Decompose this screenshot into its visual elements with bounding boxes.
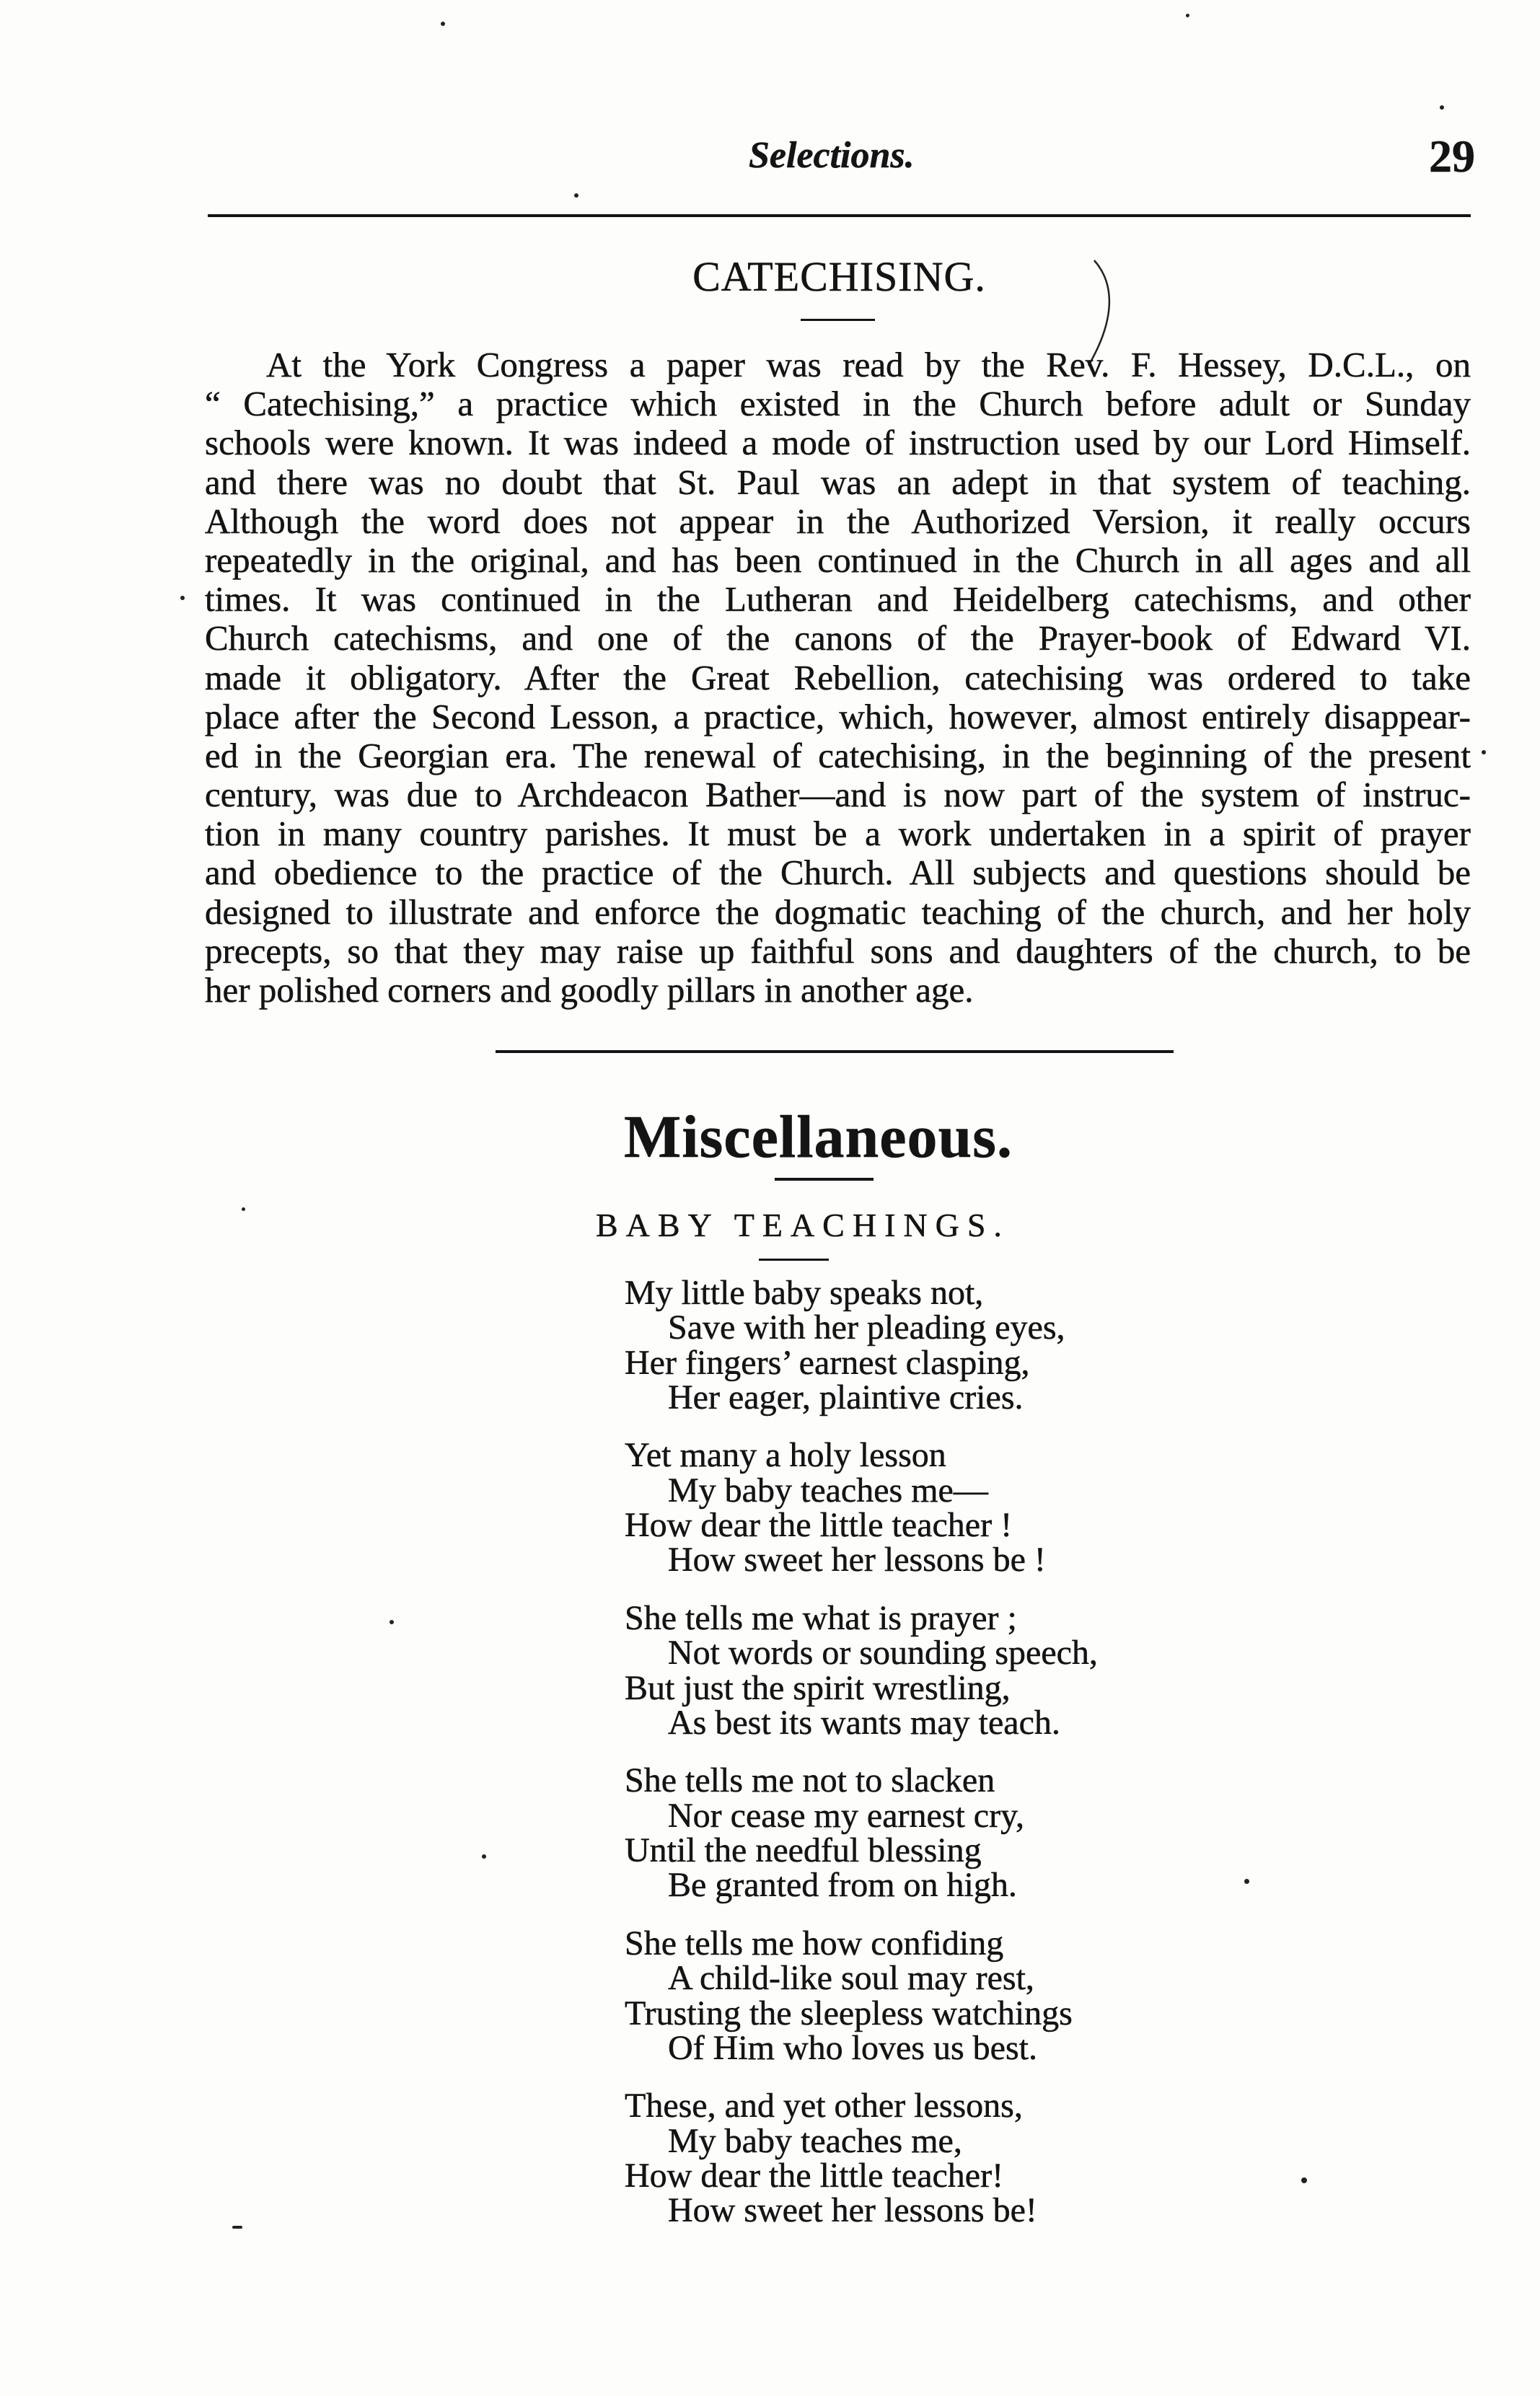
paragraph-line: made it obligatory. After the Great Rebellion, catechising was ordered to take xyxy=(205,657,1471,697)
poem-line: Until the needful blessing xyxy=(625,1831,982,1870)
section-heading: Miscellaneous. xyxy=(624,1104,1013,1171)
poem-line: How sweet her lessons be! xyxy=(668,2191,1037,2230)
heading-underline xyxy=(775,1178,874,1181)
paragraph-line: tion in many country parishes. It must be a work undertaken in a spirit of prayer xyxy=(205,814,1471,854)
scan-speck xyxy=(180,596,185,600)
poem-line: My baby teaches me, xyxy=(668,2121,962,2160)
poem-stanza xyxy=(625,1763,1098,1903)
poem-line: Nor cease my earnest cry, xyxy=(668,1796,1024,1835)
paragraph-line: ed in the Georgian era. The renewal of catechising, in the beginning of the present xyxy=(205,735,1471,775)
poem-stanza xyxy=(625,1436,1098,1580)
paragraph-line: precepts, so that they may raise up faithful sons and daughters of the church, to be xyxy=(205,930,1471,971)
poem-stanza xyxy=(625,2089,1098,2228)
section-separator xyxy=(496,1050,1174,1053)
poem-line: Yet many a holy lesson xyxy=(625,1436,946,1475)
poem-line: Trusting the sleepless watchings xyxy=(625,1994,1073,2032)
scan-speck xyxy=(441,22,445,26)
paragraph-line: and obedience to the practice of the Church. All subjects and questions should be xyxy=(205,853,1471,893)
poem-line: She tells me what is prayer ; xyxy=(625,1598,1017,1637)
scan-speck xyxy=(1440,105,1444,110)
scan-speck xyxy=(1482,750,1486,754)
poem-line: Of Him who loves us best. xyxy=(668,2028,1037,2067)
page-number: 29 xyxy=(1429,131,1475,182)
article-body xyxy=(205,345,1471,1010)
paragraph-line: Church catechisms, and one of the canons of the Prayer-book of Edward VI. xyxy=(205,618,1471,659)
paragraph-line: At the York Congress a paper was read by the Rev. F. Hessey, D.C.L., on xyxy=(266,345,1471,384)
paragraph-line: century, was due to Archdeacon Bather—and is now part of the system of instruc- xyxy=(205,775,1471,815)
poem-line: My baby teaches me— xyxy=(668,1471,988,1510)
poem-line: Not words or sounding speech, xyxy=(668,1634,1098,1673)
paragraph-line: and there was no doubt that St. Paul was an adept in that system of teaching. xyxy=(205,462,1471,502)
scan-speck xyxy=(390,1620,394,1624)
poem-line: How dear the little teacher ! xyxy=(625,1506,1013,1545)
poem-title: BABY TEACHINGS. xyxy=(596,1207,1010,1243)
header-rule xyxy=(208,214,1471,217)
paragraph-line: times. It was continued in the Lutheran and Heidelberg catechisms, and other xyxy=(205,579,1471,620)
poem-stanza xyxy=(625,1926,1098,2066)
poem-line: A child-like soul may rest, xyxy=(668,1959,1034,1998)
scan-speck xyxy=(1244,1879,1249,1884)
poem-title-underline xyxy=(759,1259,829,1261)
scan-speck xyxy=(574,193,578,198)
article-title: CATECHISING. xyxy=(692,253,986,300)
scan-speck xyxy=(232,2226,242,2229)
paragraph-line: Although the word does not appear in the Authorized Version, it really occurs xyxy=(205,501,1471,541)
paragraph-line: her polished corners and goodly pillars in another age. xyxy=(205,970,974,1010)
running-head-title: Selections. xyxy=(749,135,915,176)
poem xyxy=(625,1276,1098,2252)
scan-speck xyxy=(242,1207,245,1211)
poem-line: These, and yet other lessons, xyxy=(625,2087,1023,2126)
poem-line: Be granted from on high. xyxy=(668,1866,1017,1905)
poem-line: As best its wants may teach. xyxy=(668,1703,1060,1742)
poem-line: She tells me how confiding xyxy=(625,1924,1004,1963)
paragraph-line: “ Catechising,” a practice which existed in the Church before adult or Sunday xyxy=(205,384,1471,424)
paragraph-line: repeatedly in the original, and has been continued in the Church in all ages and all xyxy=(205,539,1471,580)
poem-line: Save with her pleading eyes, xyxy=(668,1308,1065,1347)
poem-stanza xyxy=(625,1598,1098,1742)
poem-line: Her eager, plaintive cries. xyxy=(668,1378,1024,1417)
paragraph-line: designed to illustrate and enforce the dogmatic teaching of the church, and her holy xyxy=(205,891,1471,932)
scan-speck xyxy=(482,1854,486,1859)
paragraph-line: place after the Second Lesson, a practice, which, however, almost entirely disappear- xyxy=(205,696,1471,736)
poem-line: But just the spirit wrestling, xyxy=(625,1668,1011,1707)
poem-line: How sweet her lessons be ! xyxy=(668,1541,1046,1580)
poem-line: Her fingers’ earnest clasping, xyxy=(625,1343,1030,1382)
poem-line: My little baby speaks not, xyxy=(625,1274,984,1312)
scan-speck xyxy=(1301,2177,1307,2183)
paragraph-line: schools were known. It was indeed a mode of instruction used by our Lord Himself. xyxy=(205,423,1471,463)
title-underline xyxy=(801,319,875,321)
poem-line: How dear the little teacher! xyxy=(625,2157,1004,2195)
scan-speck xyxy=(1186,14,1189,17)
poem-stanza xyxy=(625,1276,1098,1415)
poem-line: She tells me not to slacken xyxy=(625,1761,995,1800)
